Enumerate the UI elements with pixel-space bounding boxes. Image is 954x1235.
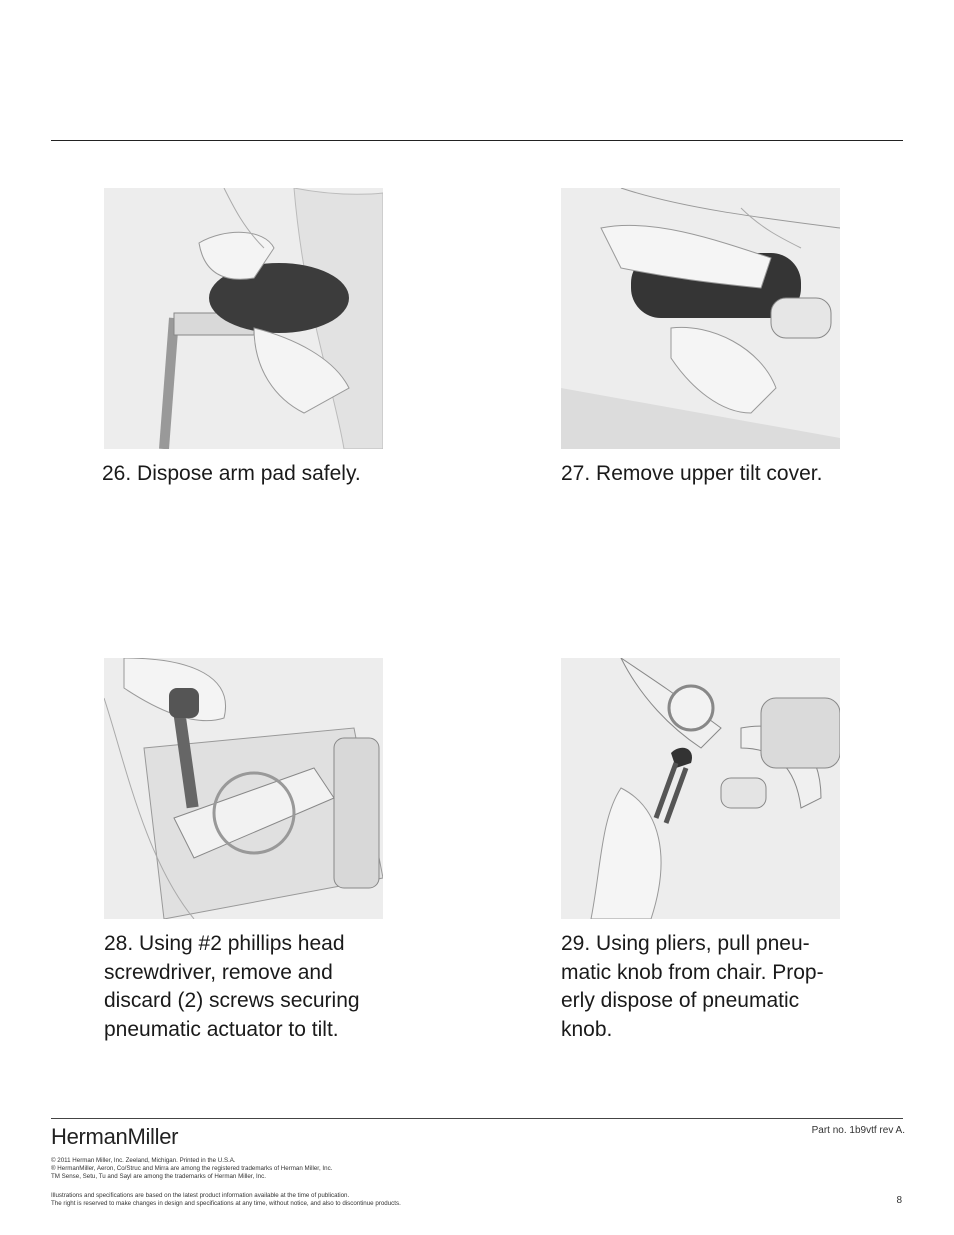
disclaimer-line: Illustrations and specifications are based on the latest product information available at the time of publication. bbox=[51, 1192, 350, 1199]
page-number: 8 bbox=[896, 1195, 902, 1206]
illustration-pliers bbox=[561, 658, 840, 919]
caption-line: screwdriver, remove and bbox=[104, 960, 333, 984]
caption-line: erly dispose of pneumatic bbox=[561, 989, 800, 1012]
disclaimer-line: The right is reserved to make changes in design and specifications at any time, without notice, and also to discontinue products. bbox=[51, 1200, 401, 1207]
legal-line: © 2011 Herman Miller, Inc. Zeeland, Michigan. Printed in the U.S.A. bbox=[51, 1157, 236, 1164]
caption-line: knob. bbox=[561, 1017, 613, 1041]
brand-logo: HermanMiller bbox=[51, 1124, 179, 1149]
legal-line: ® HermanMiller, Aeron, Co/Struc and Mirra are among the registered trademarks of Herman Miller, Inc. bbox=[51, 1165, 333, 1172]
legal-notice bbox=[51, 1157, 332, 1181]
step-26 bbox=[104, 188, 402, 489]
part-number: Part no. 1b9vtf rev A. bbox=[811, 1125, 905, 1136]
disclaimer bbox=[51, 1192, 401, 1208]
header-rule bbox=[51, 140, 903, 141]
caption-line: 28. Using #2 phillips head bbox=[104, 932, 345, 955]
caption-line: 29. Using pliers, pull pneu- bbox=[561, 932, 810, 955]
step-26-caption: 26. Dispose arm pad safely. bbox=[102, 462, 361, 485]
illustration-tilt-cover bbox=[561, 188, 840, 449]
footer-rule bbox=[51, 1118, 903, 1119]
step-29-caption bbox=[561, 930, 861, 1044]
legal-line: TM Sense, Setu, Tu and Sayl are among the trademarks of Herman Miller, Inc. bbox=[51, 1173, 266, 1180]
step-28 bbox=[104, 658, 404, 1044]
illustration-screwdriver bbox=[104, 658, 383, 919]
illustration-arm-pad bbox=[104, 188, 383, 449]
step-27 bbox=[561, 188, 861, 489]
caption-line: matic knob from chair. Prop- bbox=[561, 960, 824, 984]
caption-line: pneumatic actuator to tilt. bbox=[104, 1017, 339, 1041]
step-27-caption: 27. Remove upper tilt cover. bbox=[561, 462, 823, 485]
step-28-caption bbox=[104, 930, 404, 1044]
caption-line: discard (2) screws securing bbox=[104, 989, 360, 1012]
step-29 bbox=[561, 658, 861, 1044]
